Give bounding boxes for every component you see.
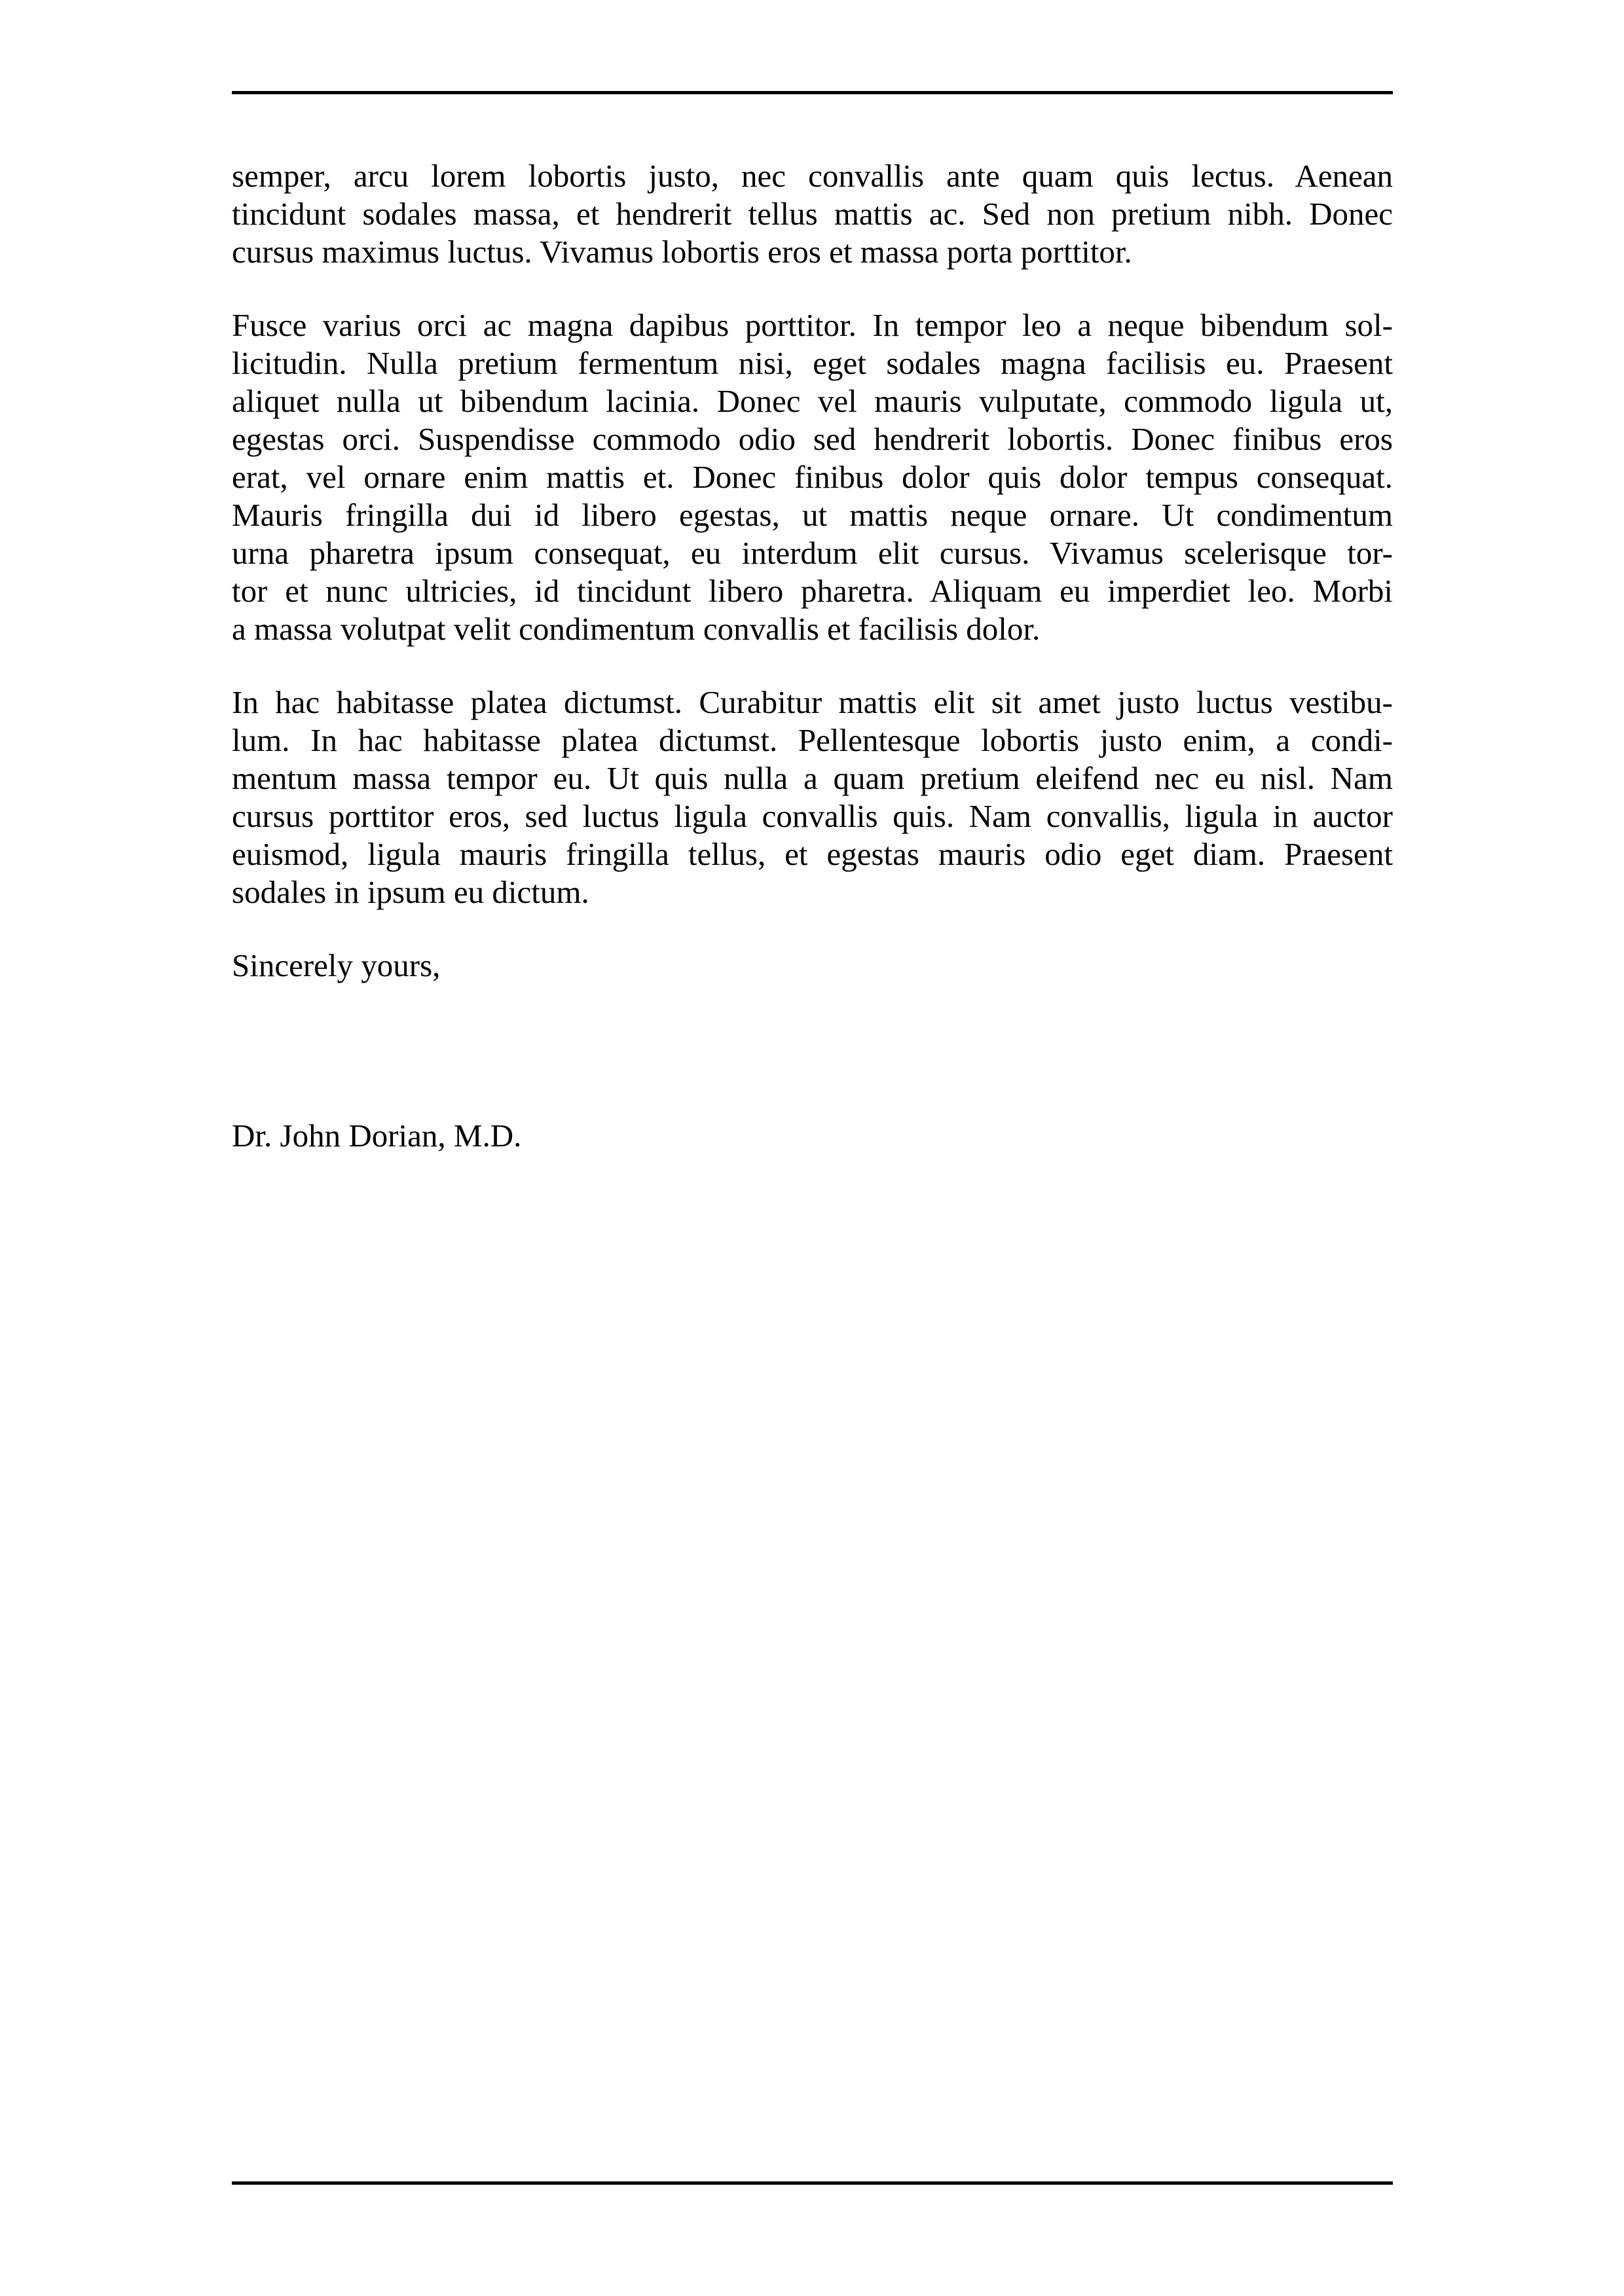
text-line: Fusce varius orci ac magna dapibus porttitor. In tempor leo a neque bibendum sol- [232,307,1393,343]
text-line: lum. In hac habitasse platea dictumst. Pellentesque lobortis justo enim, a condi- [232,722,1393,758]
paragraph-1 [232,157,1393,271]
closing-line [232,947,1393,985]
text-line: tincidunt sodales massa, et hendrerit tellus mattis ac. Sed non pretium nibh. Donec [232,196,1393,232]
text-line: egestas orci. Suspendisse commodo odio sed hendrerit lobortis. Donec finibus eros [232,421,1393,457]
signature-line [232,1117,1393,1155]
text-line: cursus porttitor eros, sed luctus ligula convallis quis. Nam convallis, ligula in auctor [232,798,1393,834]
text-line: urna pharetra ipsum consequat, eu interdum elit cursus. Vivamus scelerisque tor- [232,535,1393,571]
header-rule [232,91,1393,94]
text-line: In hac habitasse platea dictumst. Curabitur mattis elit sit amet justo luctus vestibu- [232,684,1393,720]
text-line: sodales in ipsum eu dictum. [232,874,589,910]
footer-rule [232,2181,1393,2185]
paragraph-2 [232,306,1393,648]
text-line: semper, arcu lorem lobortis justo, nec convallis ante quam quis lectus. Aenean [232,158,1393,194]
text-line: aliquet nulla ut bibendum lacinia. Donec vel mauris vulputate, commodo ligula ut, [232,383,1393,419]
text-line: tor et nunc ultricies, id tincidunt libero pharetra. Aliquam eu imperdiet leo. Morbi [232,573,1393,609]
text-line: Mauris fringilla dui id libero egestas, ut mattis neque ornare. Ut condimentum [232,497,1393,533]
text-line: a massa volutpat velit condimentum convallis et facilisis dolor. [232,611,1041,647]
text-line: erat, vel ornare enim mattis et. Donec finibus dolor quis dolor tempus consequat. [232,459,1393,495]
text-line: cursus maximus luctus. Vivamus lobortis eros et massa porta porttitor. [232,234,1132,270]
closing-text: Sincerely yours, [232,947,441,983]
text-line: licitudin. Nulla pretium fermentum nisi, eget sodales magna facilisis eu. Praesent [232,345,1393,381]
text-line: euismod, ligula mauris fringilla tellus, et egestas mauris odio eget diam. Praesent [232,836,1393,872]
text-line: mentum massa tempor eu. Ut quis nulla a quam pretium eleifend nec eu nisl. Nam [232,760,1393,796]
paragraph-3 [232,683,1393,911]
signature-text: Dr. John Dorian, M.D. [232,1118,522,1154]
letter-body [232,157,1393,1155]
